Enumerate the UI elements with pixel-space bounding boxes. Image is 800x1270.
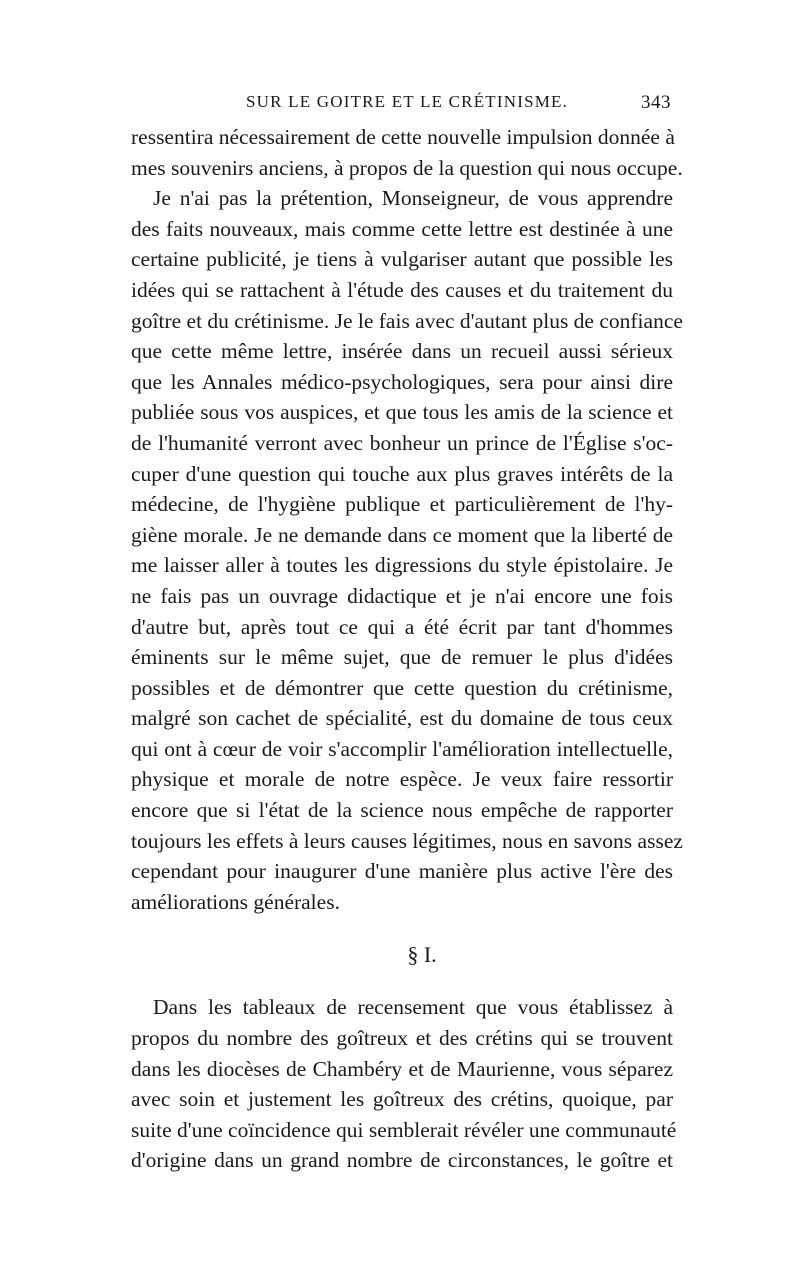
text-line: ne fais pas un ouvrage didactique et je n'ai encore une fois <box>131 583 673 608</box>
text-line: améliorations générales. <box>131 889 340 914</box>
text-line: certaine publicité, je tiens à vulgariser autant que possible les <box>131 247 673 272</box>
text-line: mes souvenirs anciens, à propos de la question qui nous occupe. <box>131 155 683 180</box>
text-line: giène morale. Je ne demande dans ce moment que la liberté de <box>131 522 673 547</box>
text-line: propos du nombre des goîtreux et des crétins qui se trouvent <box>131 1026 673 1051</box>
text-line: cuper d'une question qui touche aux plus graves intérêts de la <box>131 461 673 486</box>
text-line: Dans les tableaux de recensement que vous établissez à <box>153 995 673 1020</box>
running-title: SUR LE GOITRE ET LE CRÉTINISME. <box>246 92 569 111</box>
text-line: publiée sous vos auspices, et que tous les amis de la science et <box>131 400 673 425</box>
text-line: physique et morale de notre espèce. Je veux faire ressortir <box>131 767 673 792</box>
text-line: avec soin et justement les goîtreux des crétins, quoique, par <box>131 1087 673 1112</box>
text-line: encore que si l'état de la science nous empêche de rapporter <box>131 798 673 823</box>
body-text-section <box>131 992 677 1176</box>
text-line: d'autre but, après tout ce qui a été écrit par tant d'hommes <box>131 614 673 639</box>
text-line: cependant pour inaugurer d'une manière plus active l'ère des <box>131 859 673 884</box>
text-line: que les Annales médico-psychologiques, sera pour ainsi dire <box>131 369 673 394</box>
text-line: me laisser aller à toutes les digressions du style épistolaire. Je <box>131 553 673 578</box>
body-text <box>131 122 683 917</box>
text-line: suite d'une coïncidence qui semblerait révéler une communauté <box>131 1117 677 1142</box>
text-line: ressentira nécessairement de cette nouvelle impulsion donnée à <box>131 125 675 149</box>
text-line: goître et du crétinisme. Je le fais avec d'autant plus de confiance <box>131 308 683 333</box>
text-line: possibles et de démontrer que cette question du crétinisme, <box>131 675 673 700</box>
running-head <box>131 92 673 120</box>
text-line: des faits nouveaux, mais comme cette lettre est destinée à une <box>131 216 673 241</box>
text-line: idées qui se rattachent à l'étude des causes et du traitement du <box>131 277 673 302</box>
text-line: dans les diocèses de Chambéry et de Maurienne, vous séparez <box>131 1056 673 1081</box>
text-line: toujours les effets à leurs causes légitimes, nous en savons assez <box>131 828 683 853</box>
text-line: qui ont à cœur de voir s'accomplir l'amélioration intellectuelle, <box>131 736 673 761</box>
text-line: d'origine dans un grand nombre de circonstances, le goître et <box>131 1148 673 1173</box>
book-page <box>131 92 683 1176</box>
section-heading: § I. <box>407 942 437 968</box>
text-line: malgré son cachet de spécialité, est du domaine de tous ceux <box>131 706 673 731</box>
text-line: que cette même lettre, insérée dans un recueil aussi sérieux <box>131 339 673 364</box>
text-line: de l'humanité verront avec bonheur un prince de l'Église s'oc- <box>131 430 673 455</box>
text-line: Je n'ai pas la prétention, Monseigneur, de vous apprendre <box>153 186 673 211</box>
text-line: éminents sur le même sujet, que de remuer le plus d'idées <box>131 645 673 670</box>
text-line: médecine, de l'hygiène publique et particulièrement de l'hy- <box>131 492 673 517</box>
page-number: 343 <box>641 92 671 113</box>
